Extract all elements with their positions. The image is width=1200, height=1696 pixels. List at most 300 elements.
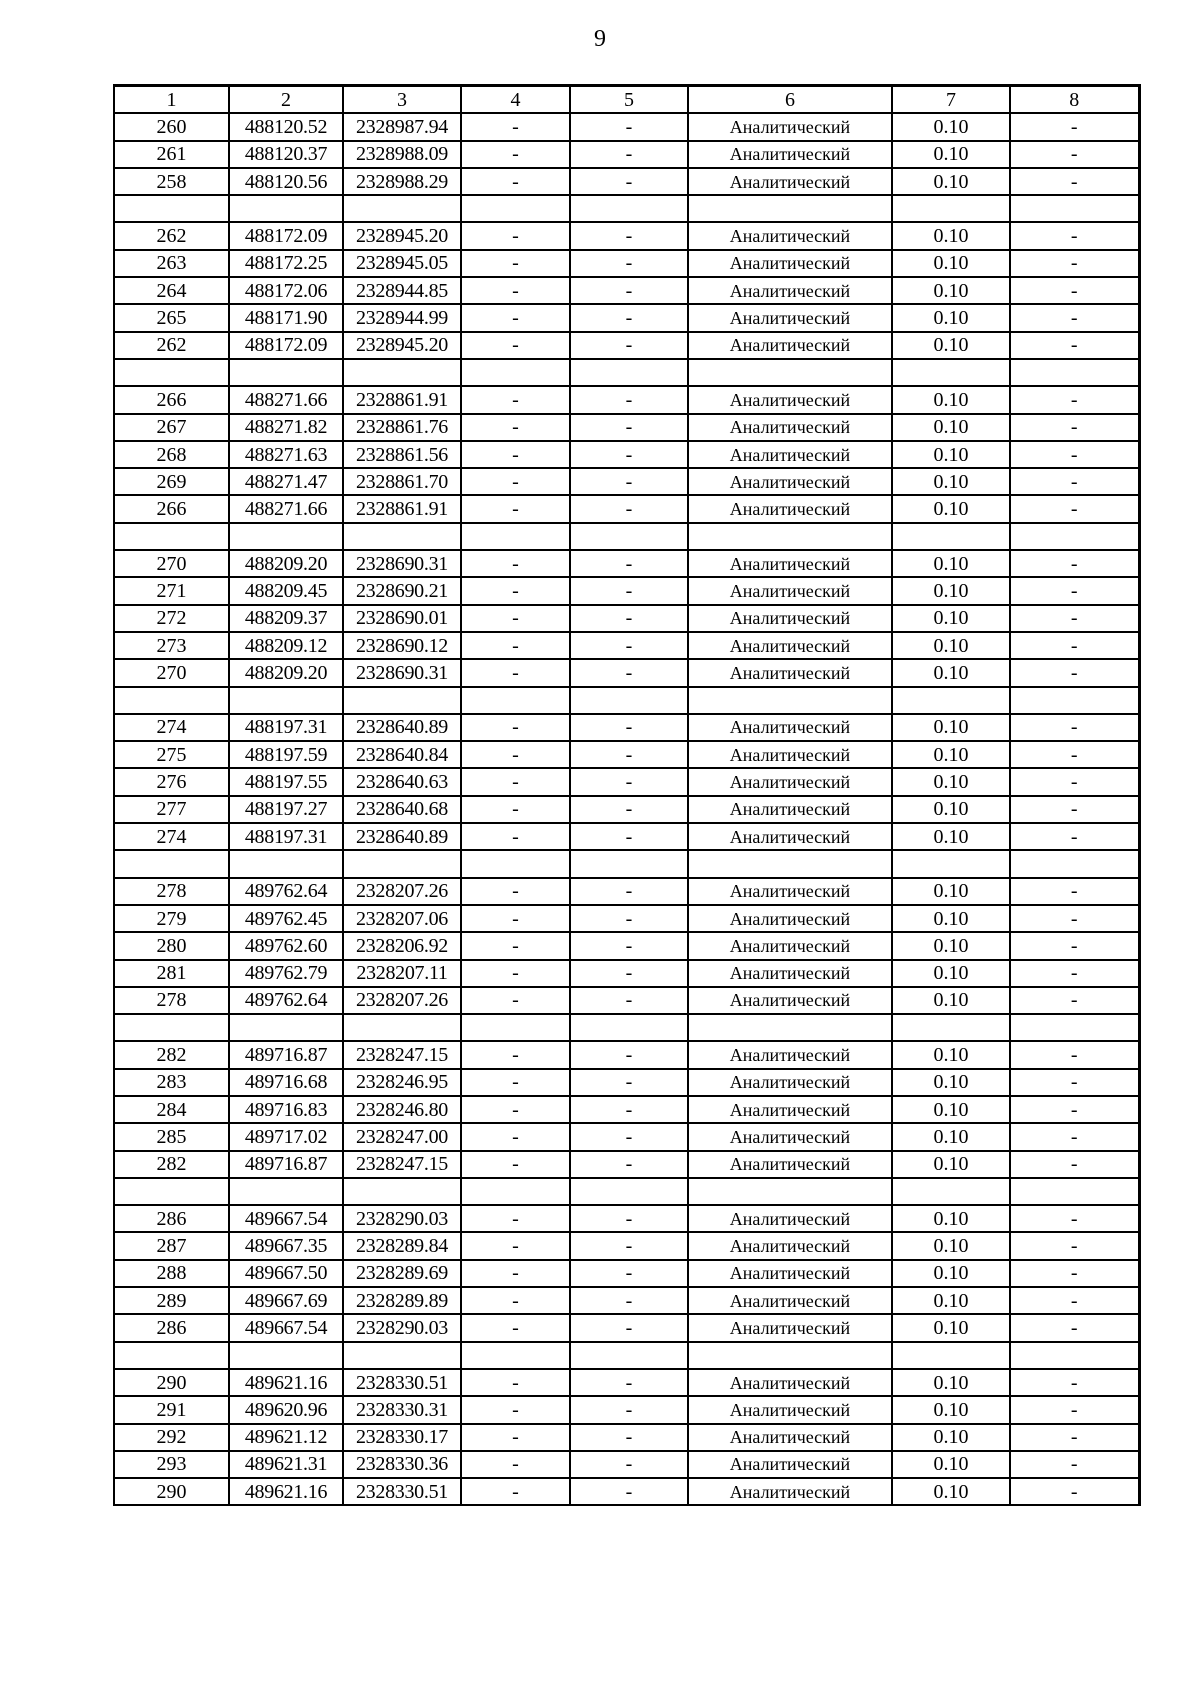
point-number-cell: 272 — [114, 605, 229, 632]
col8-cell: - — [1010, 1396, 1139, 1423]
col4-cell: - — [461, 878, 570, 905]
table-row — [114, 905, 1139, 932]
y-coordinate-cell: 2328988.29 — [343, 168, 461, 195]
x-coordinate-cell — [229, 359, 343, 386]
y-coordinate-cell: 2328330.17 — [343, 1424, 461, 1451]
col5-cell: - — [570, 878, 688, 905]
accuracy-cell: 0.10 — [892, 823, 1010, 850]
table-row — [114, 850, 1139, 877]
accuracy-cell: 0.10 — [892, 441, 1010, 468]
point-number-cell: 269 — [114, 468, 229, 495]
x-coordinate-cell: 488271.47 — [229, 468, 343, 495]
x-coordinate-cell: 489762.64 — [229, 987, 343, 1014]
point-number-cell: 289 — [114, 1287, 229, 1314]
col8-cell: - — [1010, 1369, 1139, 1396]
col5-cell: - — [570, 1041, 688, 1068]
col4-cell: - — [461, 277, 570, 304]
y-coordinate-cell: 2328690.12 — [343, 632, 461, 659]
method-cell: Аналитический — [688, 1369, 892, 1396]
y-coordinate-cell: 2328690.01 — [343, 605, 461, 632]
col5-cell: - — [570, 1205, 688, 1232]
y-coordinate-cell: 2328861.91 — [343, 386, 461, 413]
table-row — [114, 714, 1139, 741]
point-number-cell: 261 — [114, 141, 229, 168]
point-number-cell: 290 — [114, 1369, 229, 1396]
x-coordinate-cell: 489717.02 — [229, 1123, 343, 1150]
x-coordinate-cell: 488120.52 — [229, 113, 343, 140]
table-row — [114, 659, 1139, 686]
table-row — [114, 1205, 1139, 1232]
method-cell: Аналитический — [688, 1096, 892, 1123]
table-row — [114, 386, 1139, 413]
accuracy-cell: 0.10 — [892, 304, 1010, 331]
col4-cell: - — [461, 577, 570, 604]
col5-cell: - — [570, 1287, 688, 1314]
method-cell: Аналитический — [688, 823, 892, 850]
y-coordinate-cell: 2328988.09 — [343, 141, 461, 168]
table-row — [114, 932, 1139, 959]
y-coordinate-cell: 2328640.89 — [343, 714, 461, 741]
point-number-cell: 267 — [114, 414, 229, 441]
x-coordinate-cell: 488271.63 — [229, 441, 343, 468]
x-coordinate-cell: 488197.55 — [229, 768, 343, 795]
y-coordinate-cell — [343, 523, 461, 550]
y-coordinate-cell: 2328690.21 — [343, 577, 461, 604]
col8-cell: - — [1010, 878, 1139, 905]
col4-cell: - — [461, 960, 570, 987]
y-coordinate-cell: 2328945.20 — [343, 332, 461, 359]
col5-cell: - — [570, 495, 688, 522]
accuracy-cell: 0.10 — [892, 168, 1010, 195]
accuracy-cell: 0.10 — [892, 577, 1010, 604]
method-cell — [688, 1178, 892, 1205]
method-cell: Аналитический — [688, 332, 892, 359]
col5-cell — [570, 359, 688, 386]
table-row — [114, 1178, 1139, 1205]
col5-cell: - — [570, 741, 688, 768]
point-number-cell: 282 — [114, 1151, 229, 1178]
col8-cell — [1010, 359, 1139, 386]
table-row — [114, 550, 1139, 577]
accuracy-cell: 0.10 — [892, 768, 1010, 795]
y-coordinate-cell: 2328246.80 — [343, 1096, 461, 1123]
y-coordinate-cell: 2328944.85 — [343, 277, 461, 304]
x-coordinate-cell — [229, 1014, 343, 1041]
col5-cell: - — [570, 1314, 688, 1341]
accuracy-cell: 0.10 — [892, 1424, 1010, 1451]
col4-cell: - — [461, 332, 570, 359]
accuracy-cell: 0.10 — [892, 605, 1010, 632]
method-cell — [688, 523, 892, 550]
accuracy-cell: 0.10 — [892, 714, 1010, 741]
x-coordinate-cell: 489716.68 — [229, 1069, 343, 1096]
col8-cell: - — [1010, 1069, 1139, 1096]
col4-cell: - — [461, 796, 570, 823]
table-row — [114, 195, 1139, 222]
y-coordinate-cell: 2328247.15 — [343, 1151, 461, 1178]
point-number-cell: 262 — [114, 332, 229, 359]
point-number-cell: 266 — [114, 495, 229, 522]
col5-cell: - — [570, 277, 688, 304]
method-cell: Аналитический — [688, 1451, 892, 1478]
y-coordinate-cell: 2328861.91 — [343, 495, 461, 522]
y-coordinate-cell: 2328861.70 — [343, 468, 461, 495]
col4-cell: - — [461, 386, 570, 413]
accuracy-cell: 0.10 — [892, 1369, 1010, 1396]
y-coordinate-cell: 2328945.05 — [343, 250, 461, 277]
col8-cell: - — [1010, 332, 1139, 359]
col8-cell: - — [1010, 1314, 1139, 1341]
col8-cell: - — [1010, 960, 1139, 987]
col4-cell — [461, 523, 570, 550]
col8-cell: - — [1010, 605, 1139, 632]
accuracy-cell: 0.10 — [892, 1041, 1010, 1068]
method-cell: Аналитический — [688, 741, 892, 768]
col8-cell: - — [1010, 905, 1139, 932]
col8-cell — [1010, 523, 1139, 550]
y-coordinate-cell — [343, 1178, 461, 1205]
point-number-cell — [114, 1342, 229, 1369]
col4-cell: - — [461, 304, 570, 331]
x-coordinate-cell: 489762.60 — [229, 932, 343, 959]
col8-cell: - — [1010, 1123, 1139, 1150]
x-coordinate-cell: 488209.45 — [229, 577, 343, 604]
col8-cell: - — [1010, 577, 1139, 604]
col5-cell: - — [570, 550, 688, 577]
point-number-cell: 260 — [114, 113, 229, 140]
accuracy-cell: 0.10 — [892, 141, 1010, 168]
point-number-cell: 262 — [114, 222, 229, 249]
x-coordinate-cell: 488172.09 — [229, 332, 343, 359]
x-coordinate-cell: 489762.64 — [229, 878, 343, 905]
y-coordinate-cell: 2328690.31 — [343, 550, 461, 577]
col8-cell: - — [1010, 741, 1139, 768]
col5-cell: - — [570, 768, 688, 795]
col4-cell — [461, 195, 570, 222]
accuracy-cell: 0.10 — [892, 987, 1010, 1014]
col4-cell: - — [461, 605, 570, 632]
method-cell: Аналитический — [688, 714, 892, 741]
y-coordinate-cell: 2328207.26 — [343, 987, 461, 1014]
table-row — [114, 222, 1139, 249]
col4-cell: - — [461, 168, 570, 195]
accuracy-cell: 0.10 — [892, 113, 1010, 140]
point-number-cell: 265 — [114, 304, 229, 331]
x-coordinate-cell: 489762.79 — [229, 960, 343, 987]
table-row — [114, 168, 1139, 195]
accuracy-cell: 0.10 — [892, 1314, 1010, 1341]
accuracy-cell: 0.10 — [892, 495, 1010, 522]
method-cell: Аналитический — [688, 1396, 892, 1423]
col4-cell: - — [461, 1232, 570, 1259]
table-row — [114, 1424, 1139, 1451]
method-cell: Аналитический — [688, 495, 892, 522]
point-number-cell: 258 — [114, 168, 229, 195]
col5-cell: - — [570, 386, 688, 413]
point-number-cell: 271 — [114, 577, 229, 604]
col4-cell: - — [461, 1478, 570, 1505]
col4-cell: - — [461, 141, 570, 168]
point-number-cell: 285 — [114, 1123, 229, 1150]
y-coordinate-cell: 2328640.84 — [343, 741, 461, 768]
method-cell: Аналитический — [688, 1041, 892, 1068]
point-number-cell — [114, 359, 229, 386]
col4-cell — [461, 1014, 570, 1041]
col8-cell: - — [1010, 1096, 1139, 1123]
col5-cell: - — [570, 1151, 688, 1178]
method-cell: Аналитический — [688, 1287, 892, 1314]
table-row — [114, 741, 1139, 768]
col8-cell: - — [1010, 659, 1139, 686]
table-row — [114, 1151, 1139, 1178]
col4-cell — [461, 1342, 570, 1369]
table-row — [114, 1478, 1139, 1505]
point-number-cell: 268 — [114, 441, 229, 468]
method-cell: Аналитический — [688, 632, 892, 659]
accuracy-cell: 0.10 — [892, 468, 1010, 495]
point-number-cell: 286 — [114, 1205, 229, 1232]
method-cell: Аналитический — [688, 141, 892, 168]
accuracy-cell: 0.10 — [892, 386, 1010, 413]
col8-cell: - — [1010, 823, 1139, 850]
y-coordinate-cell: 2328289.69 — [343, 1260, 461, 1287]
col5-cell: - — [570, 905, 688, 932]
table-body — [114, 113, 1139, 1505]
table-row — [114, 332, 1139, 359]
col8-cell: - — [1010, 1232, 1139, 1259]
col8-cell: - — [1010, 495, 1139, 522]
col5-cell: - — [570, 714, 688, 741]
x-coordinate-cell: 489667.50 — [229, 1260, 343, 1287]
col5-cell: - — [570, 168, 688, 195]
header-cell: 3 — [343, 86, 461, 114]
col4-cell: - — [461, 468, 570, 495]
method-cell: Аналитический — [688, 1069, 892, 1096]
col4-cell: - — [461, 1451, 570, 1478]
accuracy-cell: 0.10 — [892, 1151, 1010, 1178]
point-number-cell: 270 — [114, 659, 229, 686]
x-coordinate-cell: 489716.83 — [229, 1096, 343, 1123]
method-cell: Аналитический — [688, 222, 892, 249]
method-cell: Аналитический — [688, 659, 892, 686]
y-coordinate-cell: 2328861.76 — [343, 414, 461, 441]
col5-cell: - — [570, 1478, 688, 1505]
x-coordinate-cell: 488209.12 — [229, 632, 343, 659]
x-coordinate-cell: 488172.25 — [229, 250, 343, 277]
col4-cell: - — [461, 414, 570, 441]
table-row — [114, 1396, 1139, 1423]
col8-cell — [1010, 1014, 1139, 1041]
col5-cell: - — [570, 1396, 688, 1423]
col4-cell: - — [461, 113, 570, 140]
col8-cell: - — [1010, 550, 1139, 577]
point-number-cell: 279 — [114, 905, 229, 932]
x-coordinate-cell: 488271.66 — [229, 495, 343, 522]
col5-cell: - — [570, 113, 688, 140]
accuracy-cell: 0.10 — [892, 905, 1010, 932]
point-number-cell: 290 — [114, 1478, 229, 1505]
y-coordinate-cell: 2328945.20 — [343, 222, 461, 249]
header-cell: 7 — [892, 86, 1010, 114]
accuracy-cell — [892, 850, 1010, 877]
x-coordinate-cell: 488197.59 — [229, 741, 343, 768]
col4-cell: - — [461, 1123, 570, 1150]
table-row — [114, 523, 1139, 550]
y-coordinate-cell — [343, 687, 461, 714]
method-cell: Аналитический — [688, 386, 892, 413]
col5-cell: - — [570, 577, 688, 604]
table-row — [114, 768, 1139, 795]
col4-cell: - — [461, 495, 570, 522]
col4-cell: - — [461, 1205, 570, 1232]
method-cell: Аналитический — [688, 1151, 892, 1178]
col8-cell: - — [1010, 386, 1139, 413]
col8-cell: - — [1010, 277, 1139, 304]
point-number-cell — [114, 687, 229, 714]
table-row — [114, 687, 1139, 714]
col5-cell — [570, 1178, 688, 1205]
point-number-cell: 263 — [114, 250, 229, 277]
accuracy-cell: 0.10 — [892, 796, 1010, 823]
method-cell: Аналитический — [688, 250, 892, 277]
table-row — [114, 495, 1139, 522]
col8-cell: - — [1010, 141, 1139, 168]
header-row — [114, 86, 1139, 114]
col8-cell: - — [1010, 632, 1139, 659]
col5-cell — [570, 195, 688, 222]
accuracy-cell — [892, 523, 1010, 550]
method-cell: Аналитический — [688, 1205, 892, 1232]
table-row — [114, 141, 1139, 168]
point-number-cell — [114, 1178, 229, 1205]
y-coordinate-cell: 2328206.92 — [343, 932, 461, 959]
col5-cell: - — [570, 250, 688, 277]
col5-cell: - — [570, 932, 688, 959]
col4-cell: - — [461, 768, 570, 795]
accuracy-cell: 0.10 — [892, 414, 1010, 441]
y-coordinate-cell — [343, 1014, 461, 1041]
method-cell — [688, 1014, 892, 1041]
table-row — [114, 468, 1139, 495]
col8-cell: - — [1010, 1451, 1139, 1478]
x-coordinate-cell: 489667.35 — [229, 1232, 343, 1259]
col4-cell: - — [461, 1424, 570, 1451]
col4-cell: - — [461, 987, 570, 1014]
x-coordinate-cell — [229, 687, 343, 714]
x-coordinate-cell: 489667.54 — [229, 1314, 343, 1341]
x-coordinate-cell: 488209.37 — [229, 605, 343, 632]
point-number-cell: 276 — [114, 768, 229, 795]
col4-cell: - — [461, 632, 570, 659]
x-coordinate-cell — [229, 195, 343, 222]
col5-cell: - — [570, 441, 688, 468]
method-cell: Аналитический — [688, 441, 892, 468]
col4-cell — [461, 687, 570, 714]
col8-cell: - — [1010, 1041, 1139, 1068]
method-cell: Аналитический — [688, 605, 892, 632]
col4-cell: - — [461, 905, 570, 932]
table-row — [114, 1287, 1139, 1314]
accuracy-cell: 0.10 — [892, 1069, 1010, 1096]
x-coordinate-cell: 488197.31 — [229, 823, 343, 850]
accuracy-cell: 0.10 — [892, 1205, 1010, 1232]
col8-cell: - — [1010, 1260, 1139, 1287]
x-coordinate-cell — [229, 850, 343, 877]
x-coordinate-cell — [229, 523, 343, 550]
col4-cell: - — [461, 441, 570, 468]
x-coordinate-cell: 488271.82 — [229, 414, 343, 441]
method-cell — [688, 359, 892, 386]
point-number-cell: 292 — [114, 1424, 229, 1451]
accuracy-cell — [892, 195, 1010, 222]
table-row — [114, 987, 1139, 1014]
method-cell: Аналитический — [688, 113, 892, 140]
col8-cell: - — [1010, 414, 1139, 441]
point-number-cell: 288 — [114, 1260, 229, 1287]
table-row — [114, 1069, 1139, 1096]
col8-cell: - — [1010, 468, 1139, 495]
x-coordinate-cell — [229, 1342, 343, 1369]
col5-cell: - — [570, 1260, 688, 1287]
x-coordinate-cell: 488209.20 — [229, 659, 343, 686]
method-cell: Аналитический — [688, 1232, 892, 1259]
point-number-cell — [114, 850, 229, 877]
point-number-cell — [114, 195, 229, 222]
table-row — [114, 1369, 1139, 1396]
y-coordinate-cell: 2328290.03 — [343, 1314, 461, 1341]
x-coordinate-cell: 489716.87 — [229, 1041, 343, 1068]
col5-cell: - — [570, 1232, 688, 1259]
header-cell: 1 — [114, 86, 229, 114]
method-cell: Аналитический — [688, 1478, 892, 1505]
point-number-cell: 277 — [114, 796, 229, 823]
point-number-cell: 284 — [114, 1096, 229, 1123]
col8-cell: - — [1010, 1151, 1139, 1178]
col4-cell: - — [461, 1096, 570, 1123]
col5-cell: - — [570, 823, 688, 850]
point-number-cell: 273 — [114, 632, 229, 659]
y-coordinate-cell: 2328247.15 — [343, 1041, 461, 1068]
y-coordinate-cell: 2328330.51 — [343, 1369, 461, 1396]
x-coordinate-cell: 489621.16 — [229, 1369, 343, 1396]
col4-cell: - — [461, 1369, 570, 1396]
col5-cell: - — [570, 1123, 688, 1150]
col5-cell — [570, 687, 688, 714]
point-number-cell: 280 — [114, 932, 229, 959]
y-coordinate-cell: 2328207.06 — [343, 905, 461, 932]
col4-cell: - — [461, 1041, 570, 1068]
x-coordinate-cell: 489621.16 — [229, 1478, 343, 1505]
x-coordinate-cell: 488209.20 — [229, 550, 343, 577]
method-cell: Аналитический — [688, 987, 892, 1014]
col5-cell: - — [570, 1424, 688, 1451]
accuracy-cell: 0.10 — [892, 659, 1010, 686]
y-coordinate-cell: 2328330.31 — [343, 1396, 461, 1423]
point-number-cell: 270 — [114, 550, 229, 577]
x-coordinate-cell — [229, 1178, 343, 1205]
y-coordinate-cell: 2328690.31 — [343, 659, 461, 686]
header-cell: 6 — [688, 86, 892, 114]
col8-cell — [1010, 1342, 1139, 1369]
col5-cell: - — [570, 332, 688, 359]
x-coordinate-cell: 489762.45 — [229, 905, 343, 932]
col8-cell: - — [1010, 441, 1139, 468]
method-cell: Аналитический — [688, 905, 892, 932]
point-number-cell: 275 — [114, 741, 229, 768]
col8-cell — [1010, 195, 1139, 222]
method-cell: Аналитический — [688, 1314, 892, 1341]
accuracy-cell: 0.10 — [892, 932, 1010, 959]
